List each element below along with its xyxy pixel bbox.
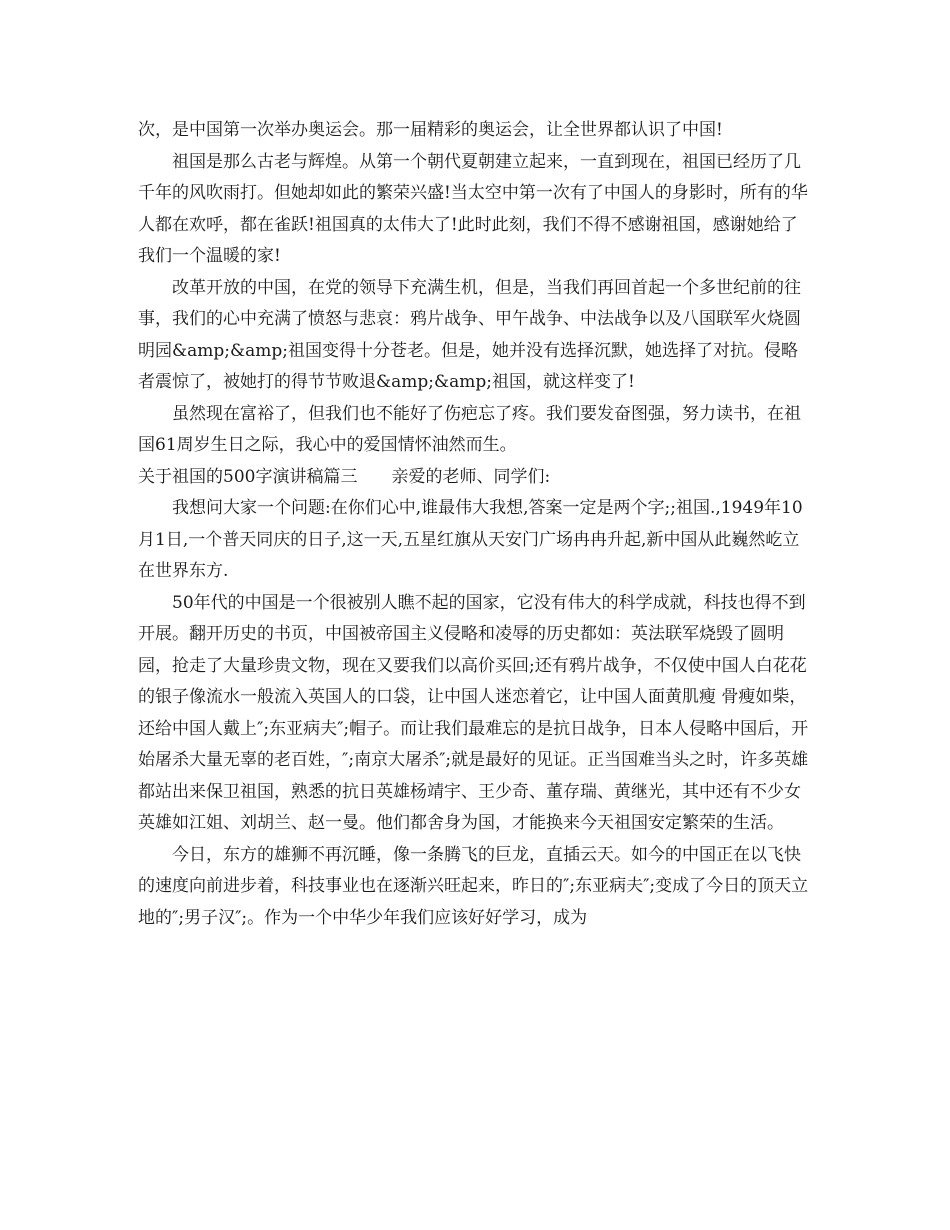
paragraph: 虽然现在富裕了，但我们也不能好了伤疤忘了疼。我们要发奋图强，努力读书，在祖国61周岁生日之际，我心中的爱国情怀油然而生。 (138, 403, 801, 455)
paragraph: 祖国是那么古老与辉煌。从第一个朝代夏朝建立起来，一直到现在，祖国已经历了几千年的风吹雨打。但她却如此的繁荣兴盛!当太空中第一次有了中国人的身影时，所有的华人都在欢呼，都在雀跃!祖国真的太伟大了!此时此刻，我们不得不感谢祖国，感谢她给了我们一个温暖的家! (138, 151, 808, 266)
section-heading: 关于祖国的500字演讲稿篇三 (138, 466, 358, 487)
document-body (138, 115, 813, 934)
paragraph: 50年代的中国是一个很被别人瞧不起的国家，它没有伟大的科学成就，科技也得不到开展。翻开历史的书页，中国被帝国主义侵略和凌辱的历史都如：英法联军烧毁了圆明园，抢走了大量珍贵文物，现在又要我们以高价买回;还有鸦片战争，不仅使中国人白花花的银子像流水一般流入英国人的口袋，让中国人迷恋着它，让中国人面黄肌瘦 骨瘦如柴，还给中国人戴上″;东亚病夫″;帽子。而让我们最难忘的是抗日战争，日本人侵略中国后，开始屠杀大量无辜的老百姓，″;南京大屠杀″;就是最好的见证。正当国难当头之时，许多英雄都站出来保卫祖国，熟悉的抗日英雄杨靖宇、王少奇、董存瑞、黄继光，其中还有不少女英雄如江姐、刘胡兰、赵一曼。他们都舍身为国，才能换来今天祖国安定繁荣的生活。 (138, 592, 809, 833)
section-heading-line (138, 462, 813, 494)
paragraph: 今日，东方的雄狮不再沉睡，像一条腾飞的巨龙，直插云天。如今的中国正在以飞快的速度向前进步着，科技事业也在逐渐兴旺起来，昨日的″;东亚病夫″;变成了今日的顶天立地的″;男子汉″;。作为一个中华少年我们应该好好学习，成为 (138, 844, 809, 928)
salutation: 亲爱的老师、同学们: (391, 466, 551, 487)
paragraph: 我想问大家一个问题:在你们心中,谁最伟大我想,答案一定是两个字;;祖国.,1949年10月1日,一个普天同庆的日子,这一天,五星红旗从天安门广场冉冉升起,新中国从此巍然屹立在世界东方. (138, 498, 803, 581)
paragraph-continuation: 次，是中国第一次举办奥运会。那一届精彩的奥运会，让全世界都认识了中国! (138, 120, 723, 140)
paragraph: 改革开放的中国，在党的领导下充满生机，但是，当我们再回首起一个多世纪前的往事，我们的心中充满了愤怒与悲哀：鸦片战争、甲午战争、中法战争以及八国联军火烧圆明园&amp;&amp;祖国变得十分苍老。但是，她并没有选择沉默，她选择了对抗。侵略者震惊了，被她打的得节节败退&amp;&amp;祖国，就这样变了! (138, 277, 801, 392)
